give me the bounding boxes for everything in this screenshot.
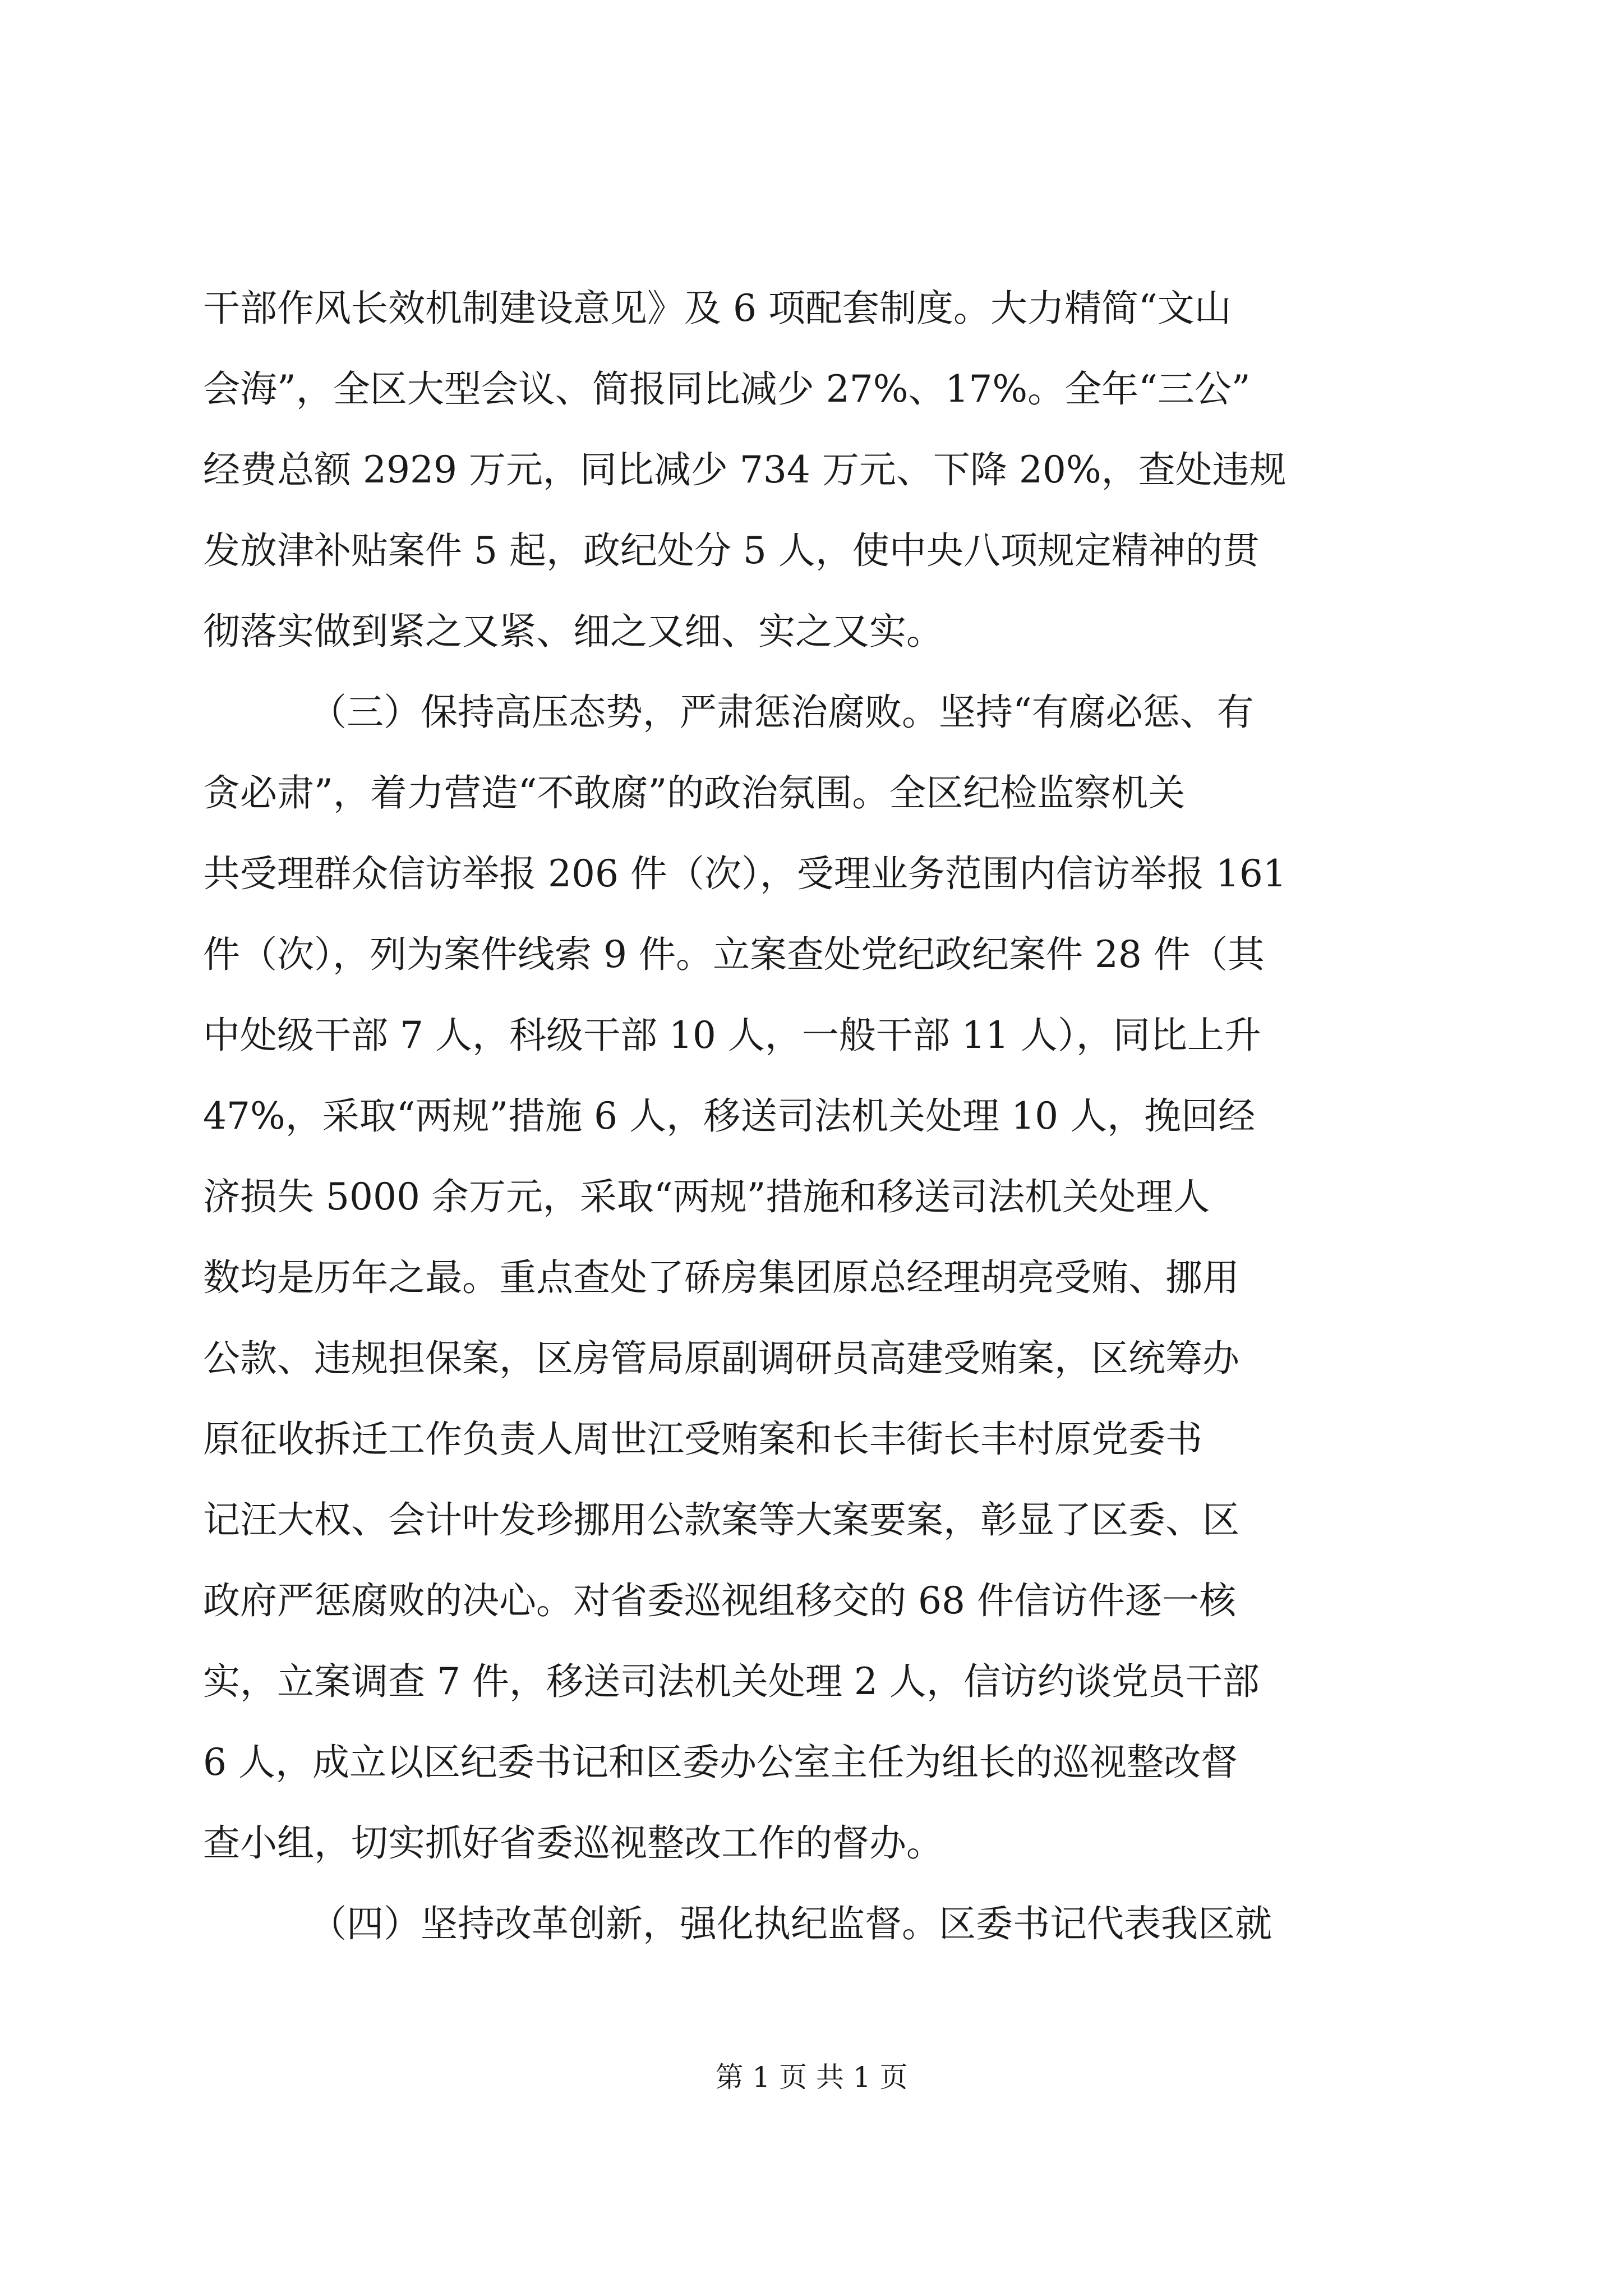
text-line: 共受理群众信访举报 206 件（次），受理业务范围内信访举报 161 (203, 852, 1287, 895)
text-line: 发放津补贴案件 5 起，政纪处分 5 人，使中央八项规定精神的贯 (203, 529, 1260, 572)
document-body (203, 268, 1420, 1964)
page-footer: 第 1 页 共 1 页 (715, 2061, 908, 2093)
text-line: 中处级干部 7 人，科级干部 10 人，一般干部 11 人），同比上升 (203, 1014, 1261, 1057)
text-line: 原征收拆迁工作负责人周世江受贿案和长丰街长丰村原党委书 (203, 1418, 1202, 1461)
text-line: 政府严惩腐败的决心。对省委巡视组移交的 68 件信访件逐一核 (203, 1579, 1236, 1622)
text-line: 干部作风长效机制建设意见》及 6 项配套制度。大力精简“文山 (203, 287, 1232, 330)
text-line: 件（次），列为案件线索 9 件。立案查处党纪政纪案件 28 件（其 (203, 933, 1265, 976)
text-line: 实，立案调查 7 件，移送司法机关处理 2 人，信访约谈党员干部 (203, 1660, 1260, 1703)
text-line: 查小组，切实抓好省委巡视整改工作的督办。 (203, 1821, 943, 1865)
text-line: 数均是历年之最。重点查处了硚房集团原总经理胡亮受贿、挪用 (203, 1256, 1239, 1299)
text-line: 记汪大权、会计叶发珍挪用公款案等大案要案，彰显了区委、区 (203, 1498, 1239, 1542)
text-line: 经费总额 2929 万元，同比减少 734 万元、下降 20%，查处违规 (203, 448, 1287, 491)
text-line: （四）坚持改革创新，强化执纪监督。区委书记代表我区就 (310, 1902, 1272, 1945)
text-line: 济损失 5000 余万元，采取“两规”措施和移送司法机关处理人 (203, 1175, 1210, 1218)
text-line: 47%，采取“两规”措施 6 人，移送司法机关处理 10 人，挽回经 (203, 1094, 1256, 1138)
text-line: 公款、违规担保案，区房管局原副调研员高建受贿案，区统筹办 (203, 1337, 1239, 1380)
text-line: 彻落实做到紧之又紧、细之又细、实之又实。 (203, 610, 943, 653)
text-line: 6 人，成立以区纪委书记和区委办公室主任为组长的巡视整改督 (203, 1741, 1238, 1784)
text-line: （三）保持高压态势，严肃惩治腐败。坚持“有腐必惩、有 (310, 691, 1254, 734)
text-line: 会海”，全区大型会议、简报同比减少 27%、17%。全年“三公” (203, 367, 1251, 411)
text-line: 贪必肃”，着力营造“不敢腐”的政治氛围。全区纪检监察机关 (203, 771, 1186, 815)
